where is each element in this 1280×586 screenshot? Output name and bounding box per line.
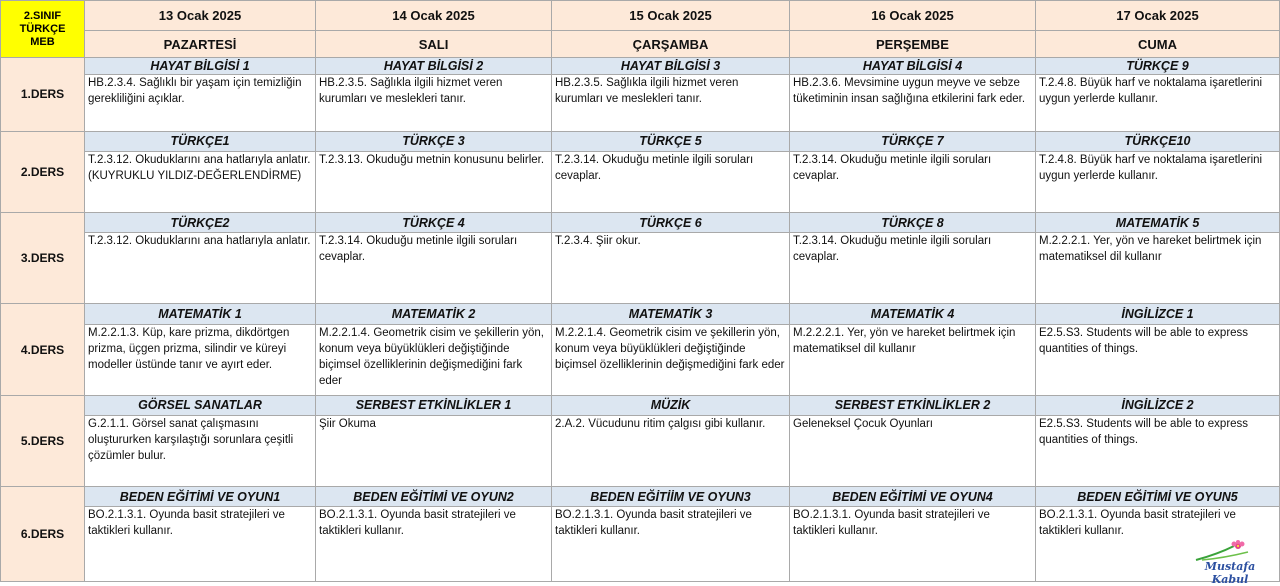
class-label-line1: 2.SINIF [23,9,62,22]
subject-cell: MATEMATİK 3 [552,304,790,324]
lesson-label: 6.DERS [1,487,85,582]
outcome-cell: T.2.4.8. Büyük harf ve noktalama işaretlerini uygun yerlerde kullanır. [1036,151,1280,212]
subject-cell: BEDEN EĞİTİMİ VE OYUN5 [1036,487,1280,507]
outcome-cell: M.2.2.1.3. Küp, kare prizma, dikdörtgen prizma, üçgen prizma, silindir ve küreyi modeller üstünde tanır ve ayırt eder. [85,324,316,395]
subject-cell: SERBEST ETKİNLİKLER 1 [316,395,552,415]
day-header-fri: CUMA [1036,31,1280,58]
lesson-1-content-row [1,75,1280,131]
subject-cell: TÜRKÇE2 [85,213,316,233]
class-label-line2: TÜRKÇE [19,22,66,35]
outcome-cell: HB.2.3.6. Mevsimine uygun meyve ve sebze tüketiminin insan sağlığına etkilerini fark eder. [790,75,1036,131]
subject-cell: TÜRKÇE 7 [790,131,1036,151]
lesson-6-content-row [1,507,1280,582]
author-logo [1188,540,1272,586]
subject-cell: HAYAT BİLGİSİ 4 [790,58,1036,75]
outcome-cell: T.2.3.14. Okuduğu metinle ilgili soruları cevaplar. [552,151,790,212]
lesson-1-subject-row [1,58,1280,75]
date-header-thu: 16 Ocak 2025 [790,1,1036,31]
outcome-cell: T.2.3.14. Okuduğu metinle ilgili soruları cevaplar. [790,233,1036,304]
outcome-cell: M.2.2.2.1. Yer, yön ve hareket belirtmek için matematiksel dil kullanır [1036,233,1280,304]
date-row [1,1,1280,31]
lesson-4-subject-row [1,304,1280,324]
outcome-cell: BO.2.1.3.1. Oyunda basit stratejileri ve taktikleri kullanır. [1036,507,1280,582]
outcome-cell: Şiir Okuma [316,416,552,487]
date-header-mon: 13 Ocak 2025 [85,1,316,31]
subject-cell: TÜRKÇE 4 [316,213,552,233]
outcome-cell: T.2.3.14. Okuduğu metinle ilgili soruları cevaplar. [316,233,552,304]
outcome-cell: T.2.3.14. Okuduğu metinle ilgili soruları cevaplar. [790,151,1036,212]
subject-cell: BEDEN EĞİTİMİ VE OYUN2 [316,487,552,507]
outcome-cell: T.2.3.12. Okuduklarını ana hatlarıyla anlatır.(KUYRUKLU YILDIZ-DEĞERLENDİRME) [85,151,316,212]
subject-cell: TÜRKÇE 9 [1036,58,1280,75]
subject-cell: MÜZİK [552,395,790,415]
outcome-cell: T.2.3.12. Okuduklarını ana hatlarıyla anlatır. [85,233,316,304]
outcome-cell: 2.A.2. Vücudunu ritim çalgısı gibi kullanır. [552,416,790,487]
class-label-cell [1,1,85,58]
lesson-4-content-row [1,324,1280,395]
day-header-thu: PERŞEMBE [790,31,1036,58]
lesson-3-content-row [1,233,1280,304]
outcome-cell: HB.2.3.5. Sağlıkla ilgili hizmet veren kurumları ve meslekleri tanır. [552,75,790,131]
outcome-cell: BO.2.1.3.1. Oyunda basit stratejileri ve taktikleri kullanır. [552,507,790,582]
lesson-label: 2.DERS [1,131,85,212]
class-label-line3: MEB [30,35,55,48]
outcome-cell: T.2.3.4. Şiir okur. [552,233,790,304]
outcome-cell: E2.5.S3. Students will be able to express quantities of things. [1036,324,1280,395]
subject-cell: GÖRSEL SANATLAR [85,395,316,415]
author-signature: Mustafa Kabul [1204,560,1256,586]
outcome-cell: M.2.2.1.4. Geometrik cisim ve şekillerin yön, konum veya büyüklükleri değiştiğinde biçimsel özelliklerinin değişmediğini fark eder [316,324,552,395]
subject-cell: MATEMATİK 1 [85,304,316,324]
day-header-wed: ÇARŞAMBA [552,31,790,58]
outcome-cell: BO.2.1.3.1. Oyunda basit stratejileri ve taktikleri kullanır. [85,507,316,582]
subject-cell: BEDEN EĞİTİİM VE OYUN3 [552,487,790,507]
subject-cell: BEDEN EĞİTİMİ VE OYUN4 [790,487,1036,507]
lesson-label: 5.DERS [1,395,85,486]
outcome-cell: G.2.1.1. Görsel sanat çalışmasını oluştururken karşılaştığı sorunlara çeşitli çözümler bulur. [85,416,316,487]
lesson-label: 4.DERS [1,304,85,395]
date-header-wed: 15 Ocak 2025 [552,1,790,31]
subject-cell: MATEMATİK 5 [1036,213,1280,233]
subject-cell: TÜRKÇE 3 [316,131,552,151]
subject-cell: TÜRKÇE10 [1036,131,1280,151]
date-header-fri: 17 Ocak 2025 [1036,1,1280,31]
outcome-cell: M.2.2.2.1. Yer, yön ve hareket belirtmek için matematiksel dil kullanır [790,324,1036,395]
outcome-cell: Geleneksel Çocuk Oyunları [790,416,1036,487]
subject-cell: TÜRKÇE 6 [552,213,790,233]
subject-cell: TÜRKÇE 5 [552,131,790,151]
subject-cell: TÜRKÇE 8 [790,213,1036,233]
day-row [1,31,1280,58]
day-header-mon: PAZARTESİ [85,31,316,58]
lesson-2-subject-row [1,131,1280,151]
subject-cell: TÜRKÇE1 [85,131,316,151]
subject-cell: MATEMATİK 2 [316,304,552,324]
lesson-5-subject-row [1,395,1280,415]
subject-cell: SERBEST ETKİNLİKLER 2 [790,395,1036,415]
day-header-tue: SALI [316,31,552,58]
subject-cell: BEDEN EĞİTİMİ VE OYUN1 [85,487,316,507]
subject-cell: HAYAT BİLGİSİ 2 [316,58,552,75]
subject-cell: MATEMATİK 4 [790,304,1036,324]
subject-cell: HAYAT BİLGİSİ 3 [552,58,790,75]
subject-cell: HAYAT BİLGİSİ 1 [85,58,316,75]
flower-icon [1188,540,1272,562]
outcome-cell: HB.2.3.5. Sağlıkla ilgili hizmet veren kurumları ve meslekleri tanır. [316,75,552,131]
outcome-cell: T.2.4.8. Büyük harf ve noktalama işaretlerini uygun yerlerde kullanır. [1036,75,1280,131]
lesson-label: 3.DERS [1,213,85,304]
outcome-cell: E2.5.S3. Students will be able to express quantities of things. [1036,416,1280,487]
lesson-label: 1.DERS [1,58,85,131]
outcome-cell: HB.2.3.4. Sağlıklı bir yaşam için temizliğin gerekliliğini açıklar. [85,75,316,131]
lesson-2-content-row [1,151,1280,212]
lesson-3-subject-row [1,213,1280,233]
subject-cell: İNGİLİZCE 1 [1036,304,1280,324]
subject-cell: İNGİLİZCE 2 [1036,395,1280,415]
outcome-cell: BO.2.1.3.1. Oyunda basit stratejileri ve taktikleri kullanır. [316,507,552,582]
lesson-5-content-row [1,416,1280,487]
outcome-cell: BO.2.1.3.1. Oyunda basit stratejileri ve taktikleri kullanır. [790,507,1036,582]
outcome-cell: T.2.3.13. Okuduğu metnin konusunu belirler. [316,151,552,212]
outcome-cell: M.2.2.1.4. Geometrik cisim ve şekillerin yön, konum veya büyüklükleri değiştiğinde biçimsel özelliklerinin değişmediğini fark eder [552,324,790,395]
date-header-tue: 14 Ocak 2025 [316,1,552,31]
lesson-6-subject-row [1,487,1280,507]
